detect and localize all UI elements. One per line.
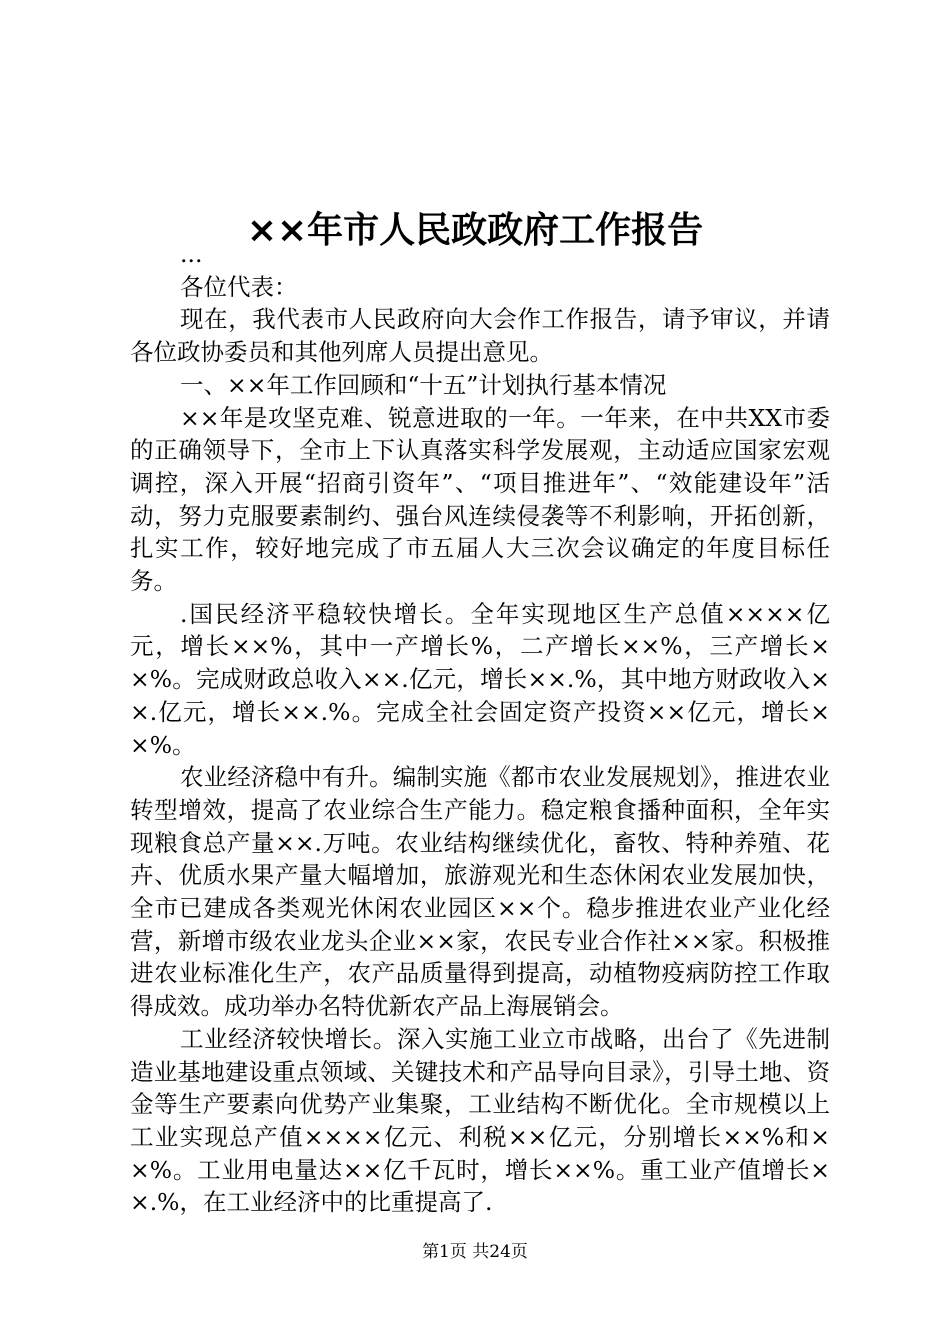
agriculture-paragraph: 农业经济稳中有升。编制实施《都市农业发展规划》，推进农业转型增效，提高了农业综合生产能力。稳定粮食播种面积，全年实现粮食总产量××.万吨。农业结构继续优化，畜牧、特种养殖、花卉、优质水果产量大幅增加，旅游观光和生态休闲农业发展加快，全市已建成各类观光休闲农业园区××个。稳步推进农业产业化经营，新增市级农业龙头企业××家，农民专业合作社××家。积极推进农业标准化生产，农产品质量得到提高，动植物疫病防控工作取得成效。成功举办名特优新农产品上海展销会。 — [130, 763, 830, 1021]
salutation: 各位代表： — [180, 272, 298, 301]
intro-paragraph: 现在，我代表市人民政府向大会作工作报告，请予审议，并请各位政协委员和其他列席人员提出意见。 — [130, 305, 830, 367]
page-footer: 第1页 共24页 — [422, 1242, 528, 1262]
document-title: ××年市人民政政府工作报告 — [246, 210, 704, 252]
document-body — [130, 238, 830, 1219]
ellipsis-line: ... — [180, 240, 203, 268]
section-heading: 一、××年工作回顾和“十五”计划执行基本情况 — [180, 370, 667, 399]
industry-paragraph: 工业经济较快增长。深入实施工业立市战略，出台了《先进制造业基地建设重点领域、关键技术和产品导向目录》，引导土地、资金等生产要素向优势产业集聚，工业结构不断优化。全市规模以上工业实现总产值××××亿元、利税××亿元，分别增长××%和××%。工业用电量达××亿千瓦时，增长××%。重工业产值增长××.%，在工业经济中的比重提高了. — [130, 1024, 830, 1217]
overview-paragraph: ××年是攻坚克难、锐意进取的一年。一年来，在中共XX市委的正确领导下，全市上下认真落实科学发展观，主动适应国家宏观调控，深入开展“招商引资年”、“项目推进年”、“效能建设年”活动，努力克服要素制约、强台风连续侵袭等不利影响，开拓创新，扎实工作，较好地完成了市五届人大三次会议确定的年度目标任务。 — [130, 403, 830, 596]
economy-paragraph: .国民经济平稳较快增长。全年实现地区生产总值××××亿元，增长××%，其中一产增长%，二产增长××%，三产增长××%。完成财政总收入××.亿元，增长××.%，其中地方财政收入××.亿元，增长××.%。完成全社会固定资产投资××亿元，增长××%。 — [130, 599, 830, 759]
